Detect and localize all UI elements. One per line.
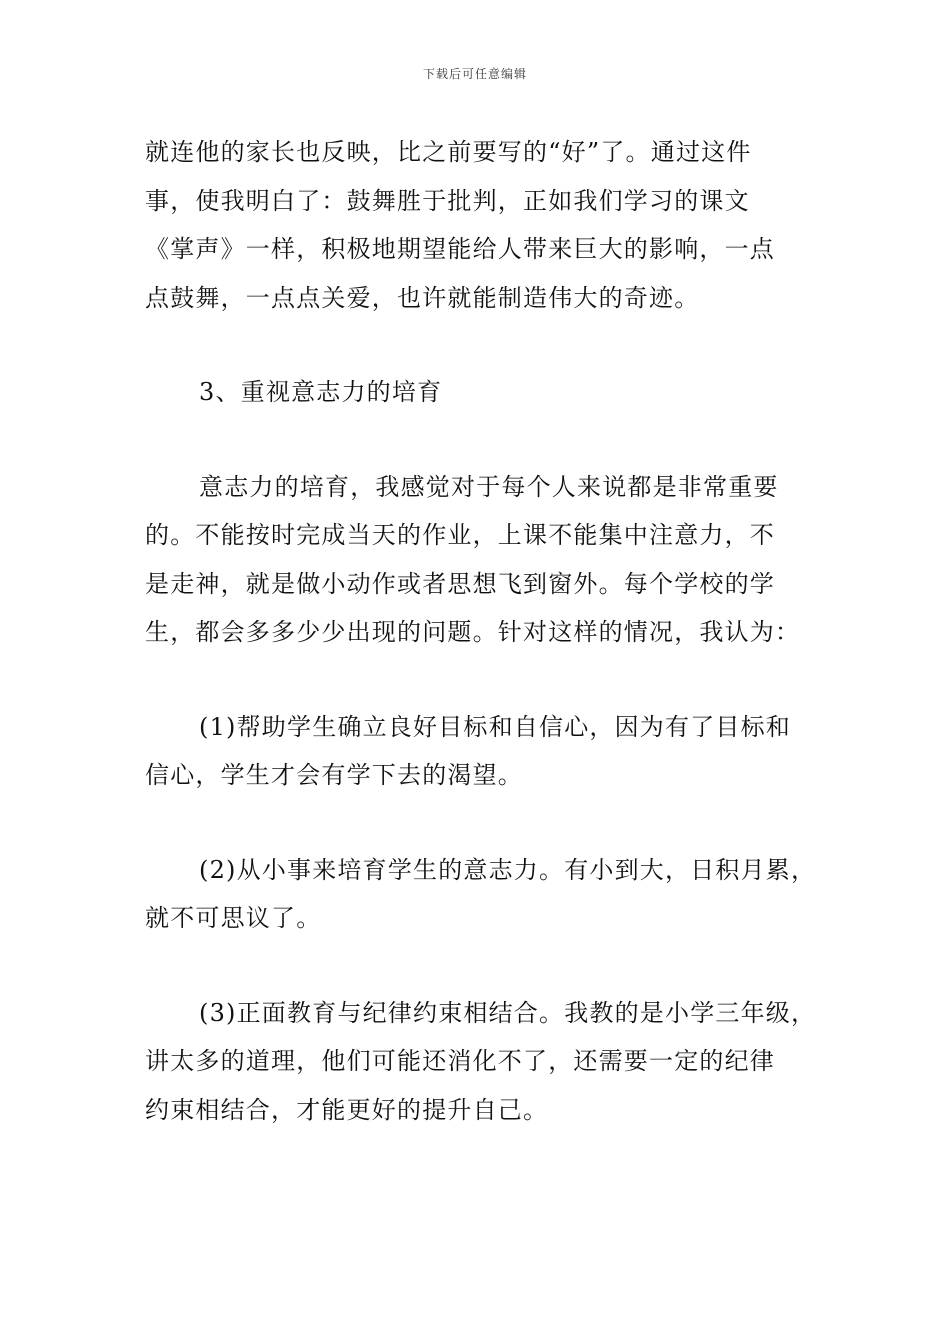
text-line: 就不可思议了。 (145, 904, 322, 932)
text-line: (3)正面教育与纪律约束相结合。我教的是小学三年级， (199, 998, 817, 1027)
list-item-3 (145, 989, 817, 1135)
text-line: 的。不能按时完成当天的作业，上课不能集中注意力，不 (145, 521, 775, 549)
paragraph-willpower (145, 463, 813, 657)
section-heading (145, 368, 813, 417)
text-line: 《掌声》一样，积极地期望能给人带来巨大的影响，一点 (145, 235, 775, 263)
text-line: (1)帮助学生确立良好目标和自信心，因为有了目标和 (199, 712, 791, 741)
document-body (145, 128, 817, 1134)
text-line: 约束相结合，才能更好的提升自己。 (145, 1095, 549, 1124)
text-line: 是走神，就是做小动作或者思想飞到窗外。每个学校的学 (145, 569, 775, 598)
list-item-2 (145, 846, 817, 943)
text-line: 意志力的培育，我感觉对于每个人来说都是非常重要 (199, 472, 779, 501)
page-header: 下载后可任意编辑 (422, 67, 527, 81)
text-line: 点鼓舞，一点点关爱，也许就能制造伟大的奇迹。 (145, 283, 700, 312)
text-line: 事，使我明白了：鼓舞胜于批判，正如我们学习的课文 (145, 186, 750, 215)
heading-text: 3、重视意志力的培育 (199, 378, 443, 406)
text-line: (2)从小事来培育学生的意志力。有小到大，日积月累， (199, 855, 817, 884)
list-item-1 (145, 703, 813, 800)
text-line: 就连他的家长也反映，比之前要写的“好”了。通过这件 (145, 138, 752, 166)
text-line: 生，都会多多少少出现的问题。针对这样的情况，我认为： (145, 618, 801, 646)
paragraph-continuation (145, 128, 813, 322)
text-line: 讲太多的道理，他们可能还消化不了，还需要一定的纪律 (145, 1047, 775, 1075)
text-line: 信心，学生才会有学下去的渴望。 (145, 761, 523, 789)
